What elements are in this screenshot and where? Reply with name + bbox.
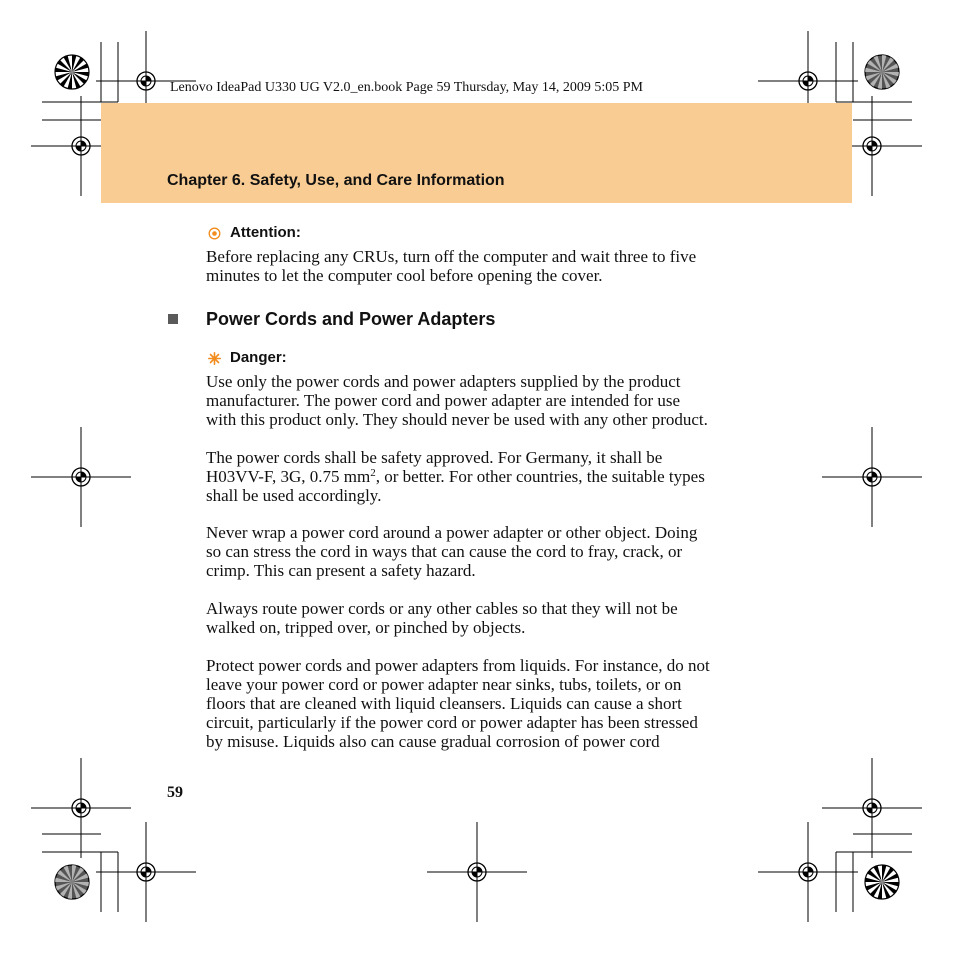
text-line: minutes to let the computer cool before opening the cover. (206, 266, 603, 285)
color-wheel-icon (865, 55, 899, 89)
registration-target-icon (822, 758, 922, 858)
text-line: Before replacing any CRUs, turn off the computer and wait three to five (206, 247, 697, 266)
registration-target-icon (96, 822, 196, 922)
text-line: with this product only. They should never be used with any other product. (206, 410, 708, 429)
text-line: Protect power cords and power adapters from liquids. For instance, do not (206, 656, 710, 675)
page-number: 59 (167, 784, 183, 801)
text-line: so can stress the cord in ways that can cause the cord to fray, crack, or (206, 542, 683, 561)
paragraph-safety-approved (206, 448, 786, 505)
paragraph-supplied-cords (206, 372, 786, 429)
chapter-title: Chapter 6. Safety, Use, and Care Information (167, 172, 505, 189)
target-icon (208, 227, 221, 240)
paragraph-never-wrap (206, 523, 786, 580)
book-info-line: Lenovo IdeaPad U330 UG V2.0_en.book Page 59 Thursday, May 14, 2009 5:05 PM (170, 80, 643, 95)
registration-target-icon (31, 758, 131, 858)
section-title: Power Cords and Power Adapters (206, 309, 496, 329)
color-wheel-icon (55, 865, 89, 899)
attention-label: Attention: (230, 224, 301, 241)
color-wheel-icon (865, 865, 899, 899)
text-line: circuit, particularly if the power cord or power adapter has been stressed (206, 713, 698, 732)
registration-target-icon (427, 822, 527, 922)
paragraph-liquids (206, 656, 786, 751)
attention-text (206, 247, 786, 285)
text-line: leave your power cord or power adapter near sinks, tubs, toilets, or on (206, 675, 682, 694)
registration-target-icon (758, 822, 858, 922)
text-fragment: , or better. For other countries, the suitable types (375, 467, 705, 486)
text-line: manufacturer. The power cord and power adapter are intended for use (206, 391, 681, 410)
text-line: crimp. This can present a safety hazard. (206, 561, 476, 580)
text-line: Use only the power cords and power adapters supplied by the product (206, 372, 681, 391)
text-line: Always route power cords or any other cables so that they will not be (206, 599, 678, 618)
text-line: shall be used accordingly. (206, 486, 382, 505)
square-bullet-icon (168, 314, 178, 324)
text-line: by misuse. Liquids also can cause gradual corrosion of power cord (206, 732, 660, 751)
text-fragment: H03VV-F, 3G, 0.75 mm (206, 467, 371, 486)
asterisk-icon (208, 352, 221, 365)
text-line: The power cords shall be safety approved. For Germany, it shall be (206, 448, 663, 467)
text-line: Never wrap a power cord around a power adapter or other object. Doing (206, 523, 698, 542)
text-line: floors that are cleaned with liquid cleansers. Liquids can cause a short (206, 694, 682, 713)
text-line: walked on, tripped over, or pinched by objects. (206, 618, 526, 637)
registration-target-icon (822, 427, 922, 527)
danger-label: Danger: (230, 349, 287, 366)
color-wheel-icon (55, 55, 89, 89)
paragraph-route-cords (206, 599, 786, 637)
superscript: 2 (370, 467, 376, 479)
text-line (206, 467, 786, 486)
registration-target-icon (31, 427, 131, 527)
